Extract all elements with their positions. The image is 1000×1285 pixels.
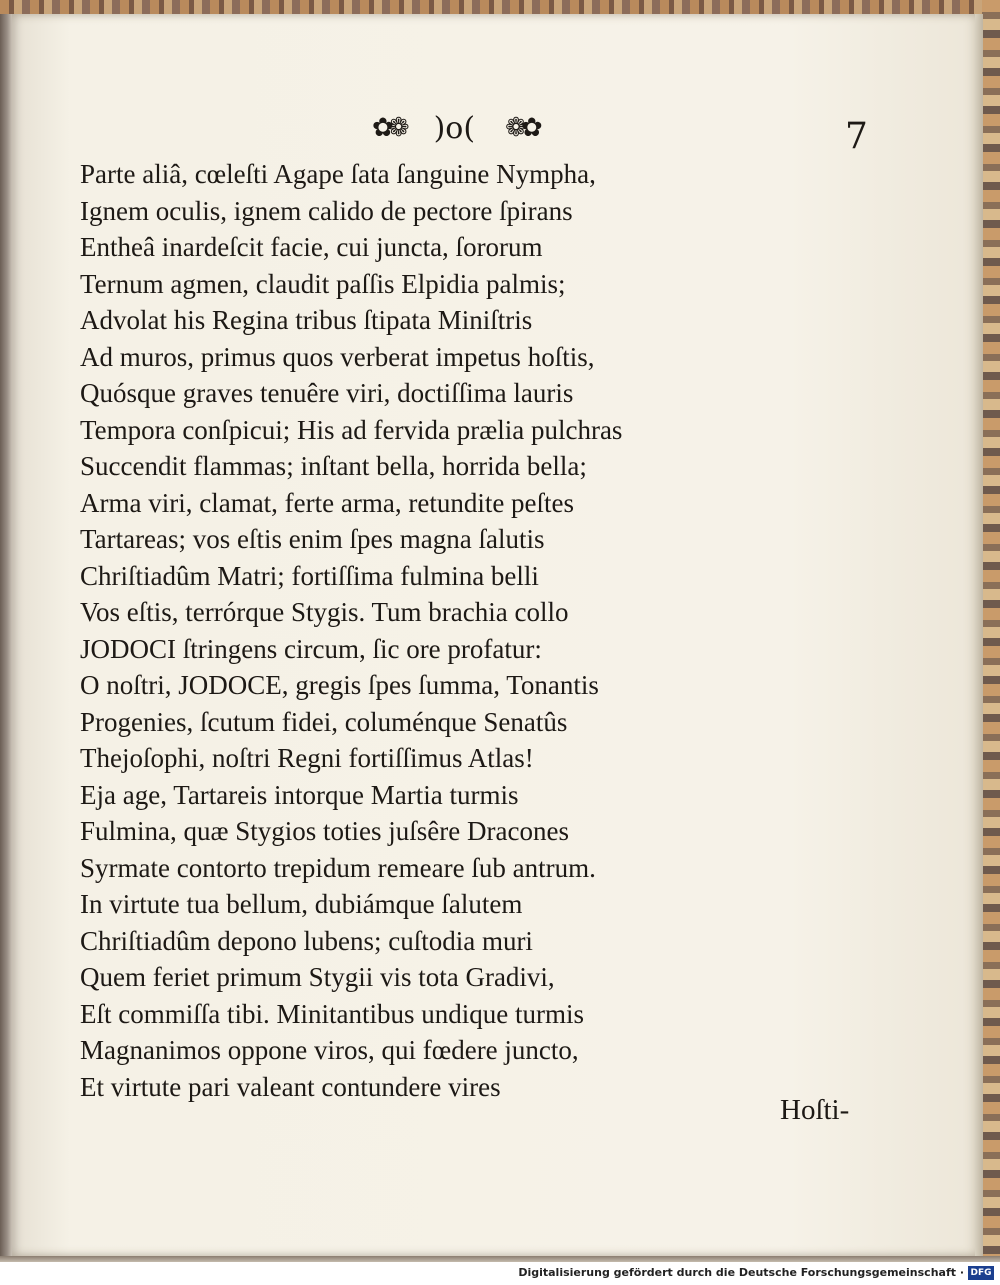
text-line: Ternum agmen, claudit paſſis Elpidia palmis; (80, 268, 566, 299)
text-line: Succendit flammas; inſtant bella, horrida bella; (80, 451, 587, 481)
text-line: Ad muros, primus quos verberat impetus hoſtis, (80, 341, 595, 372)
catchword: Hoſti- (780, 1094, 850, 1126)
ornament-right-icon: ❁✿ (505, 113, 537, 143)
text-line: Progenies, ſcutum fidei, columénque Senatûs (80, 706, 568, 737)
text-line: Quósque graves tenuêre viri, doctiſſima lauris (80, 378, 574, 408)
page-number: 7 (845, 116, 868, 157)
text-line: Et virtute pari valeant contundere vires (80, 1071, 501, 1102)
text-line: Chriſtiadûm depono lubens; cuſtodia muri (80, 925, 533, 956)
text-line: Advolat his Regina tribus ſtipata Miniſtris (80, 305, 533, 335)
text-line: Parte aliâ, cœleſti Agape ſata ſanguine Nympha, (80, 159, 596, 189)
text-line: Entheâ inardeſcit facie, cui juncta, ſororum (80, 232, 543, 262)
text-line: Tartareas; vos eſtis enim ſpes magna ſalutis (80, 524, 545, 554)
binding-edge (0, 14, 12, 1264)
poem-text (80, 156, 800, 1105)
text-line: Eſt commiſſa tibi. Minitantibus undique turmis (80, 998, 584, 1029)
text-line: Vos eſtis, terrórque Stygis. Tum brachia collo (80, 597, 569, 627)
dfg-logo-icon: DFG (968, 1266, 994, 1280)
text-line: Thejoſophi, noſtri Regni fortiſſimus Atlas! (80, 743, 534, 773)
ornament-left-icon: ✿❁ (372, 113, 404, 143)
text-line: Eja age, Tartareis intorque Martia turmis (80, 779, 519, 810)
text-line: In virtute tua bellum, dubiámque ſalutem (80, 889, 523, 919)
text-line: JODOCI ſtringens circum, ſic ore profatur: (80, 633, 542, 664)
text-line: Fulmina, quæ Stygios toties juſsêre Dracones (80, 816, 569, 846)
header-ornament (372, 108, 537, 148)
marbled-cover-right (982, 0, 1000, 1262)
text-line: Arma viri, clamat, ferte arma, retundite peſtes (80, 487, 575, 518)
show-through-text (860, 150, 980, 1110)
text-line: Chriſtiadûm Matri; fortiſſima fulmina belli (80, 560, 539, 591)
text-line: Tempora conſpicui; His ad fervida prælia pulchras (80, 414, 623, 445)
ornament-middle-icon: )o( (433, 110, 476, 146)
text-line: Ignem oculis, ignem calido de pectore ſpirans (80, 195, 573, 226)
text-line: O noſtri, JODOCE, gregis ſpes ſumma, Tonantis (80, 670, 599, 700)
digitization-credit: Digitalisierung gefördert durch die Deutsche Forschungsgemeinschaft · (518, 1266, 964, 1279)
text-line: Quem feriet primum Stygii vis tota Gradivi, (80, 962, 555, 992)
text-line: Magnanimos oppone viros, qui fœdere juncto, (80, 1035, 579, 1065)
text-line: Syrmate contorto trepidum remeare ſub antrum. (80, 852, 596, 883)
